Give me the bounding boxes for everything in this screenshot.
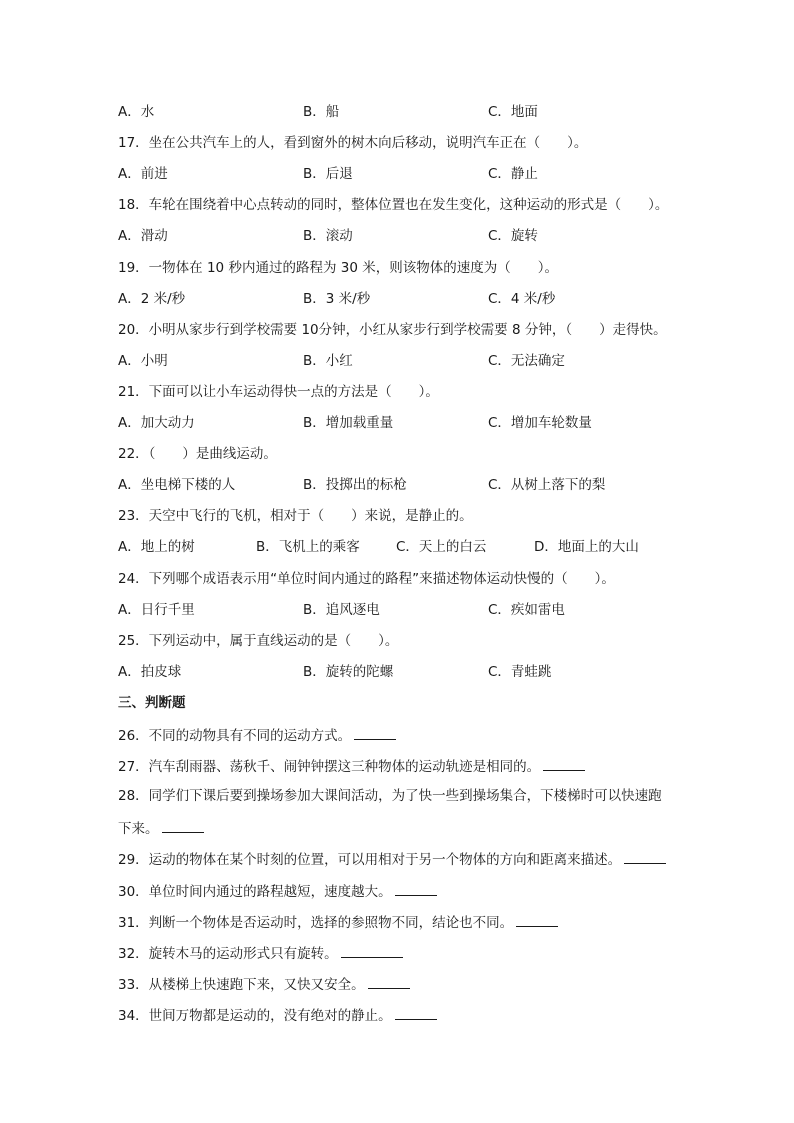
question-text: 25．下列运动中，属于直线运动的是（ ）。 <box>118 632 399 649</box>
question-text: 24．下列哪个成语表示用“单位时间内通过的路程”来描述物体运动快慢的（ ）。 <box>118 570 615 587</box>
answer-option: B．增加载重量 <box>303 415 394 431</box>
answer-option: B．追风逐电 <box>303 601 380 618</box>
answer-option: A．水 <box>118 104 155 120</box>
answer-blank[interactable] <box>624 848 666 864</box>
question-text: 19．一物体在 10 秒内通过的路程为 30 米，则该物体的速度为（ ）。 <box>118 259 558 276</box>
answer-option: B．船 <box>303 104 340 120</box>
question-text: 18．车轮在围绕着中心点转动的同时，整体位置也在发生变化，这种运动的形式是（ ）。 <box>118 197 669 214</box>
answer-blank[interactable] <box>395 880 437 896</box>
answer-option: C．无法确定 <box>488 352 565 369</box>
section-title: 三、判断题 <box>118 694 186 711</box>
answer-option: D．地面上的大山 <box>534 539 639 556</box>
answer-blank[interactable] <box>543 755 585 771</box>
judgement-question <box>118 942 403 962</box>
answer-option: C．疾如雷电 <box>488 601 565 618</box>
answer-blank[interactable] <box>162 817 204 833</box>
question-text: 21．下面可以让小车运动得快一点的方法是（ ）。 <box>118 383 439 400</box>
answer-blank[interactable] <box>354 724 396 740</box>
answer-option: A．加大动力 <box>118 415 195 431</box>
answer-option: C．青蛙跳 <box>488 663 552 680</box>
answer-option: A．拍皮球 <box>118 663 182 680</box>
judgement-question <box>118 755 585 775</box>
answer-option: A．日行千里 <box>118 601 195 618</box>
answer-blank[interactable] <box>368 973 410 989</box>
answer-option: A．2 米/秒 <box>118 290 186 307</box>
question-text: 17．坐在公共汽车上的人，看到窗外的树木向后移动，说明汽车正在（ ）。 <box>118 135 588 152</box>
answer-option: C．地面 <box>488 104 538 120</box>
answer-option: C．4 米/秒 <box>488 290 556 307</box>
answer-option: B．小红 <box>303 352 353 369</box>
answer-option: B．投掷出的标枪 <box>303 477 407 494</box>
question-text: 32．旋转木马的运动形式只有旋转。 <box>118 945 338 962</box>
question-text: 下来。 <box>118 821 159 838</box>
judgement-question <box>118 880 437 900</box>
judgement-question <box>118 1004 437 1024</box>
answer-option: B．3 米/秒 <box>303 290 371 307</box>
answer-option: C．从树上落下的梨 <box>488 477 606 494</box>
answer-option: A．地上的树 <box>118 539 195 556</box>
question-text: 33．从楼梯上快速跑下来，又快又安全。 <box>118 976 365 993</box>
judgement-question <box>118 848 666 868</box>
answer-option: A．滑动 <box>118 228 168 245</box>
question-text: 26．不同的动物具有不同的运动方式。 <box>118 728 352 744</box>
question-text: 34．世间万物都是运动的，没有绝对的静止。 <box>118 1007 392 1024</box>
question-text: 29．运动的物体在某个时刻的位置，可以用相对于另一个物体的方向和距离来描述。 <box>118 852 622 869</box>
answer-option: C．静止 <box>488 166 538 183</box>
answer-blank[interactable] <box>395 1004 437 1020</box>
answer-option: B．飞机上的乘客 <box>256 539 360 556</box>
answer-option: A．小明 <box>118 352 168 369</box>
question-text: 20．小明从家步行到学校需要 10分钟，小红从家步行到学校需要 8 分钟，（ ）走得快。 <box>118 321 667 338</box>
judgement-question <box>118 817 204 837</box>
answer-option: A．坐电梯下楼的人 <box>118 477 236 494</box>
answer-option: B．后退 <box>303 166 353 183</box>
judgement-question <box>118 911 558 931</box>
answer-option: B．滚动 <box>303 228 353 245</box>
judgement-question <box>118 973 410 993</box>
answer-option: C．旋转 <box>488 228 538 245</box>
judgement-question <box>118 724 396 744</box>
question-text: 31．判断一个物体是否运动时，选择的参照物不同，结论也不同。 <box>118 914 514 931</box>
question-text: 27．汽车刮雨器、荡秋千、闹钟钟摆这三种物体的运动轨迹是相同的。 <box>118 759 541 776</box>
question-text: 28．同学们下课后要到操场参加大课间活动，为了快一些到操场集合，下楼梯时可以快速跑 <box>118 788 662 805</box>
answer-blank[interactable] <box>341 942 403 958</box>
answer-blank[interactable] <box>516 911 558 927</box>
answer-option: A．前进 <box>118 166 168 183</box>
answer-option: C．天上的白云 <box>396 539 487 556</box>
answer-option: B．旋转的陀螺 <box>303 663 394 680</box>
question-text: 30．单位时间内通过的路程越短，速度越大。 <box>118 883 392 900</box>
answer-option: C．增加车轮数量 <box>488 415 592 431</box>
question-text: 22．（ ）是曲线运动。 <box>118 446 277 463</box>
question-text: 23．天空中飞行的飞机，相对于（ ）来说，是静止的。 <box>118 508 473 525</box>
